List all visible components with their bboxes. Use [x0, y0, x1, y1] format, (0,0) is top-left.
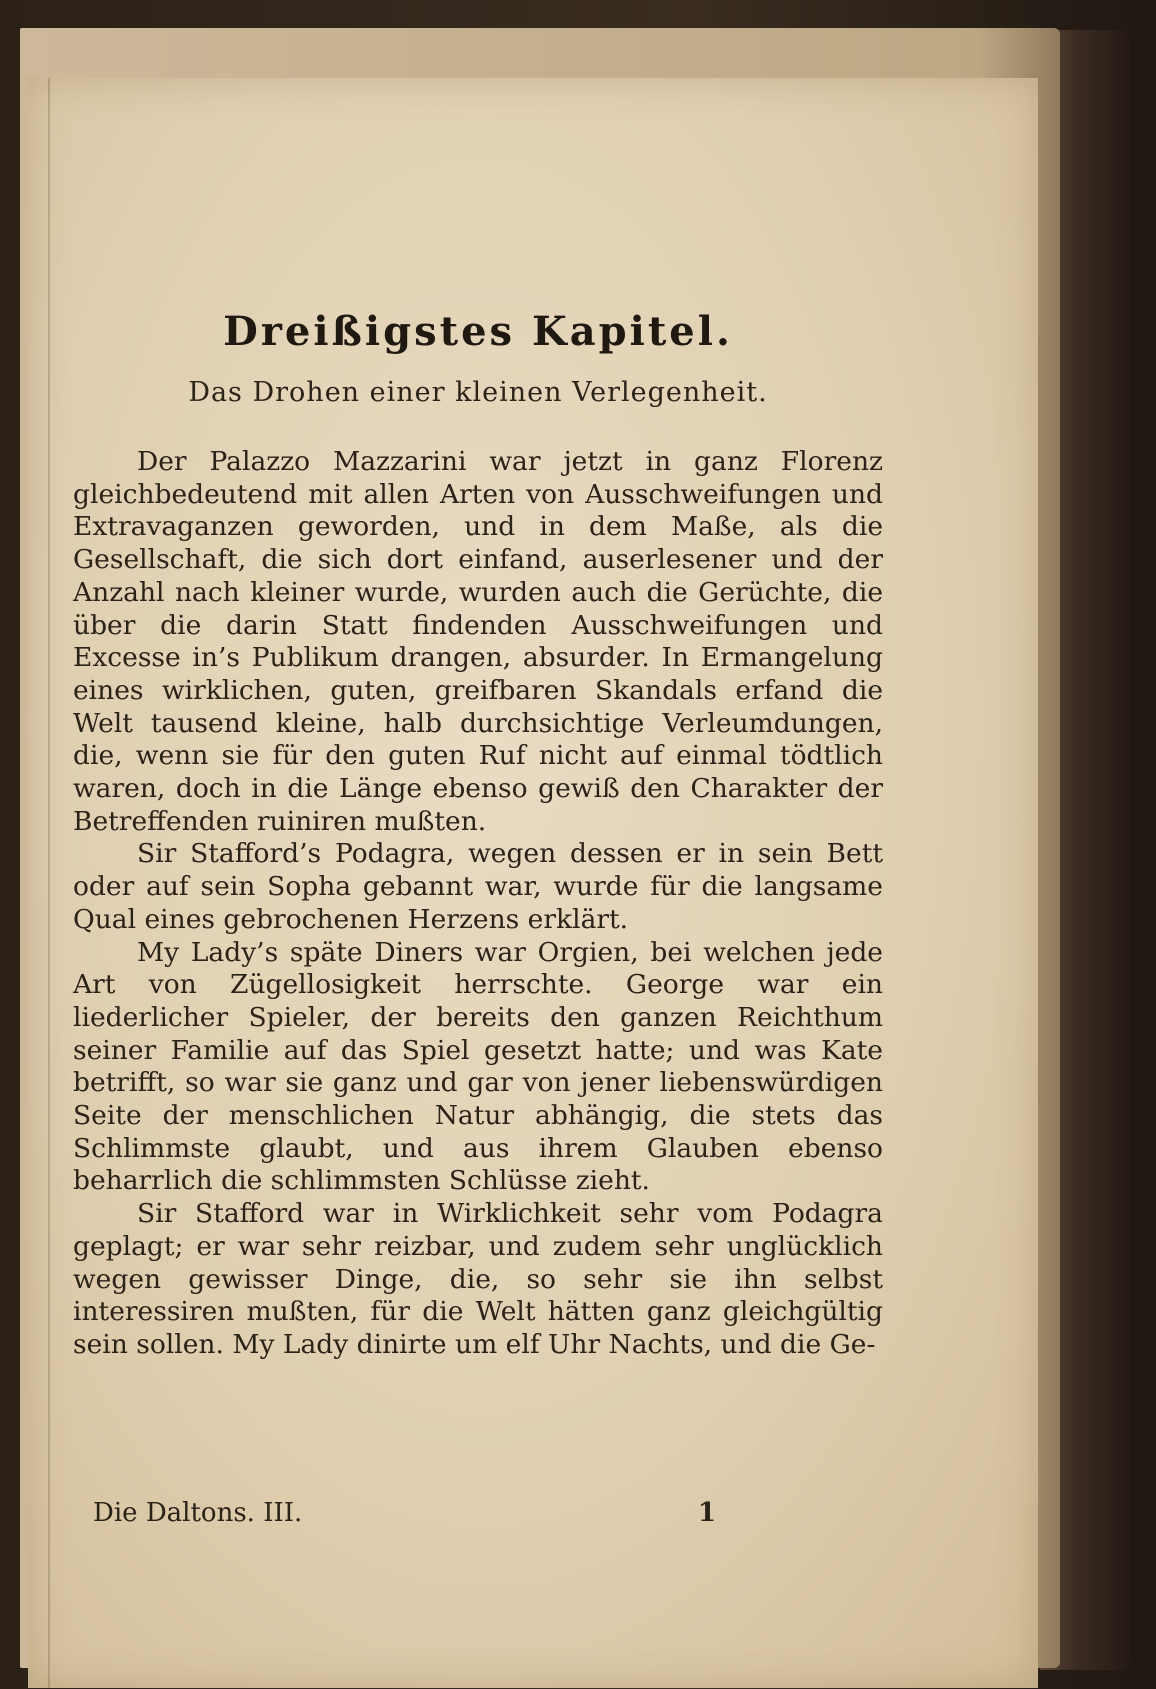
signature-mark: Die Daltons. III.: [93, 1498, 303, 1528]
paragraph-3: My Lady’s späte Diners war Orgien, bei welchen jede Art von Zügellosigkeit herrschte. George war ein liederlicher Spieler, der bereits den ganzen Reichthum seiner Familie auf das Spiel gesetzt hatte; und was Kate betrifft, so war sie ganz und gar von jener liebenswürdigen Seite der menschlichen Natur abhängig, die stets das Schlimmste glaubt, und aus ihrem Glauben ebenso beharrlich die schlimmsten Schlüsse zieht.: [73, 936, 883, 1197]
paragraph-1: Der Palazzo Mazzarini war jetzt in ganz Florenz gleichbedeutend mit allen Arten von Ausschweifungen und Extravaganzen geworden, und in dem Maße, als die Gesellschaft, die sich dort einfand, auserlesener und der Anzahl nach kleiner wurde, wurden auch die Gerüchte, die über die darin Statt findenden Ausschweifungen und Excesse in’s Publikum drangen, absurder. In Ermangelung eines wirklichen, guten, greifbaren Skandals erfand die Welt tausend kleine, halb durchsichtige Verleumdungen, die, wenn sie für den guten Ruf nicht auf einmal tödtlich waren, doch in die Länge ebenso gewiß den Charakter der Betreffenden ruiniren mußten.: [73, 446, 883, 837]
paragraph-2: Sir Stafford’s Podagra, wegen dessen er in sein Bett oder auf sein Sopha gebannt war, wurde für die langsame Qual eines gebrochenen Herzens erklärt.: [73, 838, 883, 935]
chapter-subtitle: Das Drohen einer kleinen Verlegenheit.: [188, 377, 768, 408]
chapter-title: Dreißigstes Kapitel.: [223, 308, 733, 355]
sheet-number: 1: [698, 1498, 717, 1528]
book-page: [28, 78, 1038, 1688]
paragraph-4: Sir Stafford war in Wirklichkeit sehr vom Podagra geplagt; er war sehr reizbar, und zudem sehr unglücklich wegen gewisser Dinge, die, so sehr sie ihn selbst interessiren mußten, für die Welt hätten ganz gleichgültig sein sollen. My Lady dinirte um elf Uhr Nachts, und die Ge-: [73, 1198, 883, 1360]
page-stack: [20, 28, 1060, 1668]
page-text: [73, 308, 883, 1362]
